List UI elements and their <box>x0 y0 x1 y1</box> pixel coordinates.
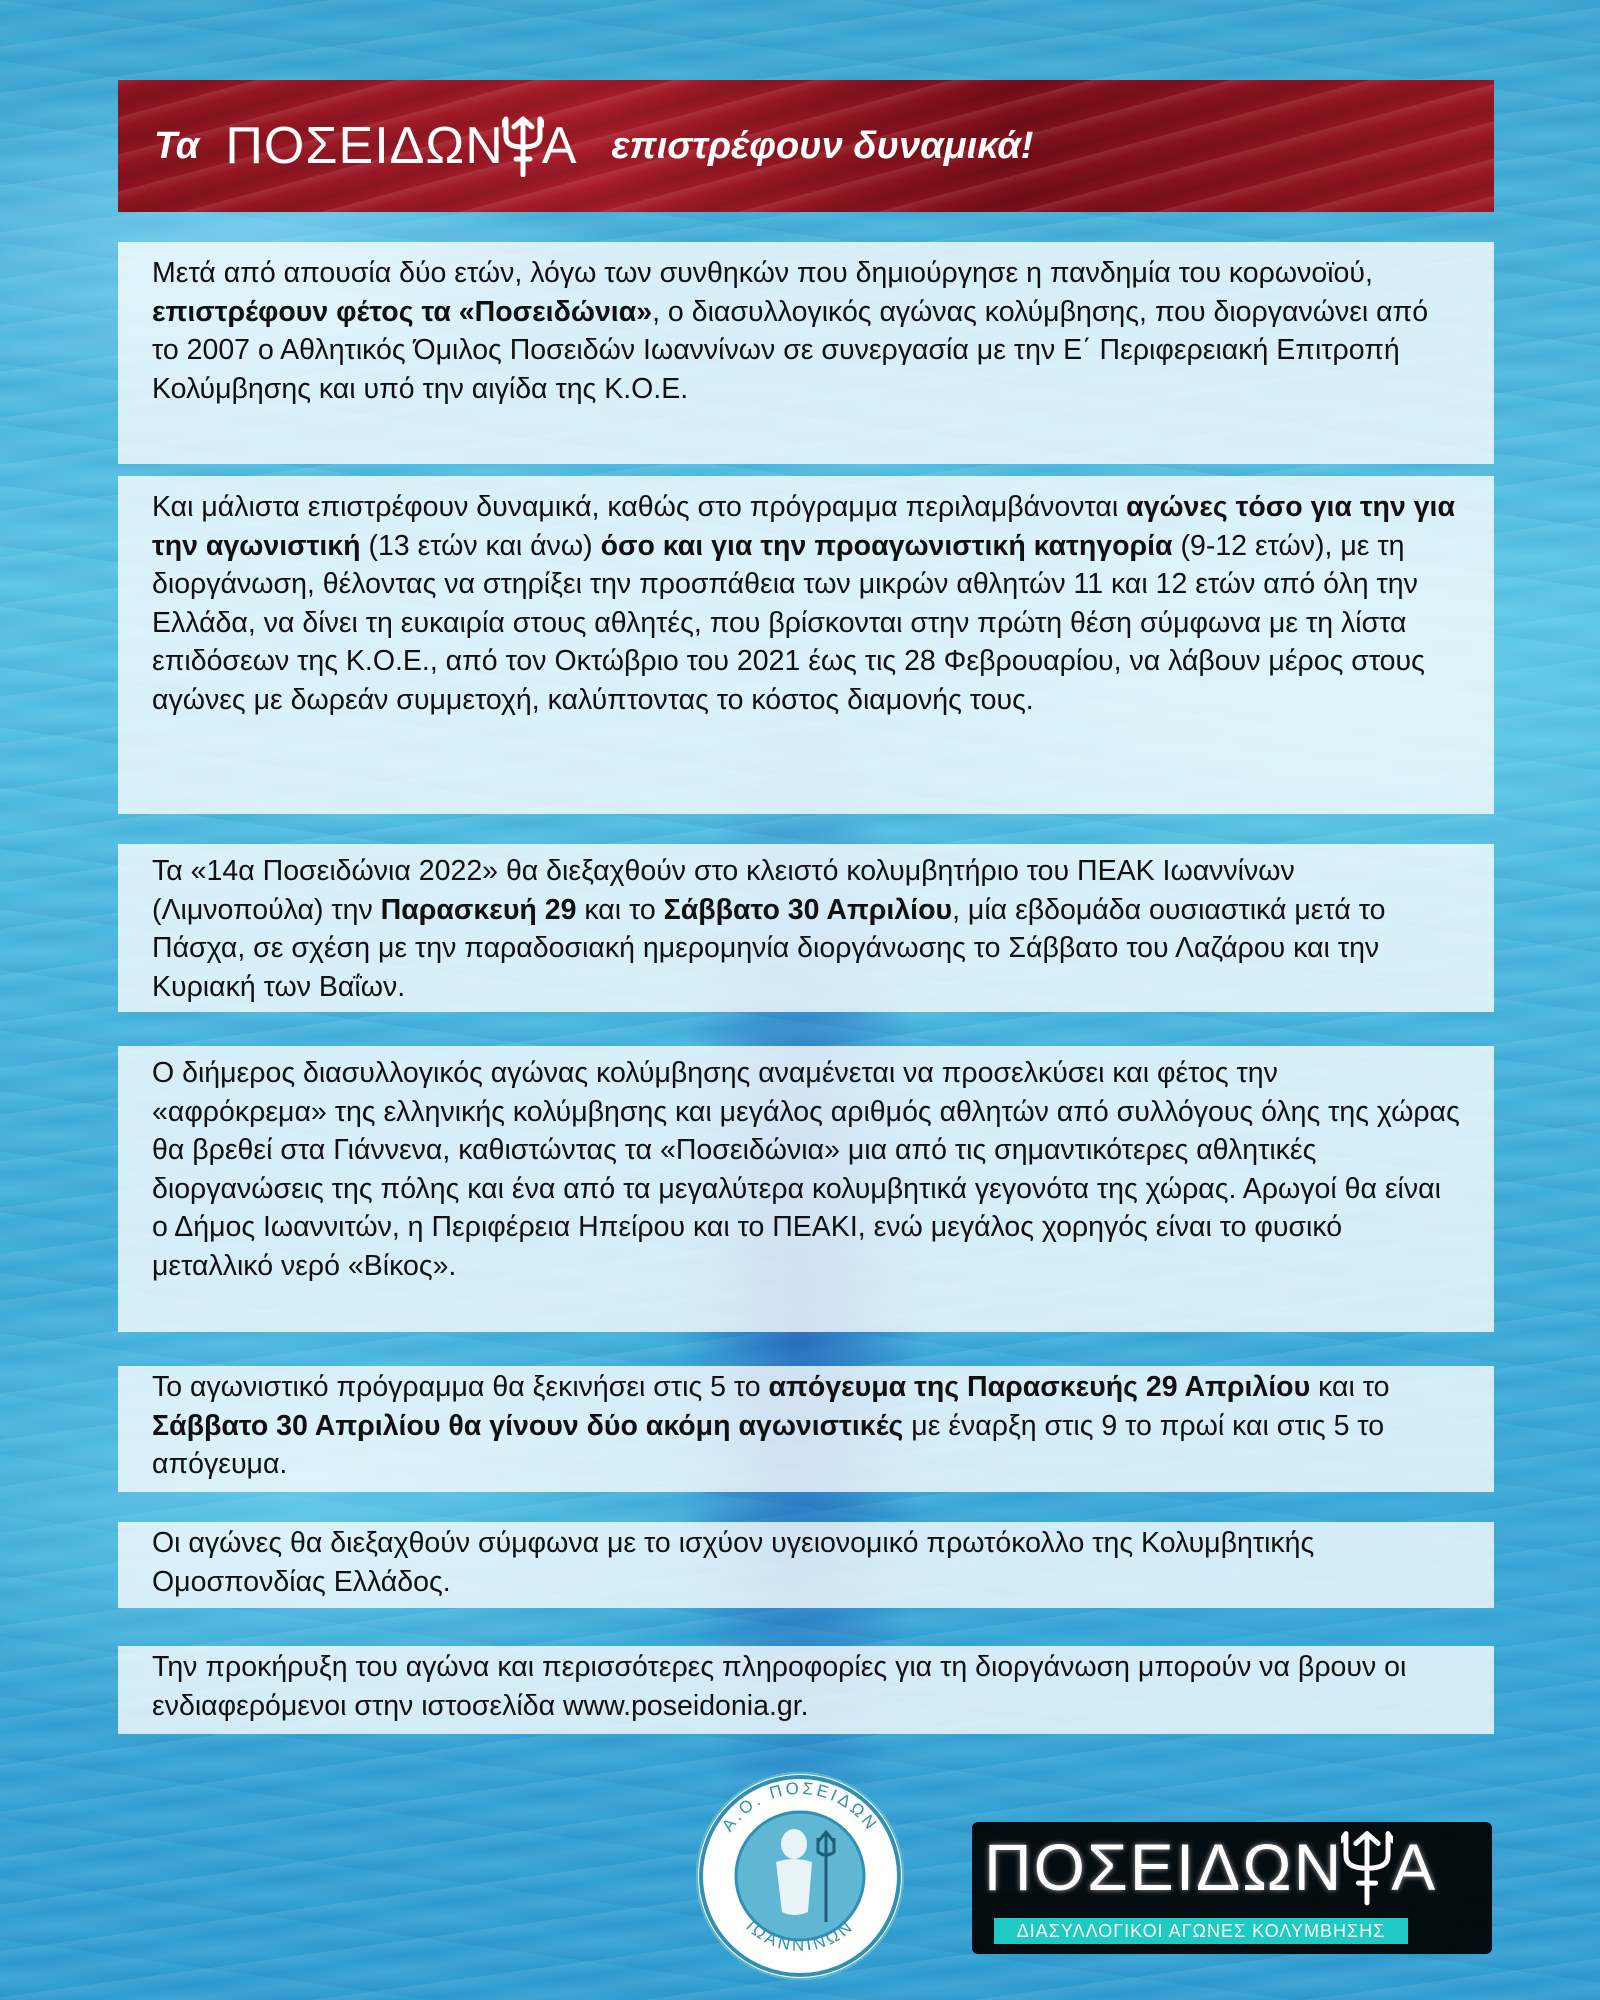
bold-span: όσο και για την προαγωνιστική κατηγορία <box>600 529 1173 562</box>
paragraph-text <box>152 852 1460 1006</box>
poseidonia-logo <box>972 1822 1492 1954</box>
text-span: , μία εβδομάδα ουσιαστικά μετά το Πάσχα, σε σχέση με την παραδοσιακή ημερομηνία διοργάνωσης το Σάββατο του Λαζάρου και την Κυριακή των Βαΐων. <box>152 893 1386 1003</box>
trident-icon <box>1341 1826 1393 1908</box>
paragraph-text: Την προκήρυξη του αγώνα και περισσότερες πληροφορίες για τη διοργάνωση μπορούν να βρουν οι ενδιαφερόμενοι στην ιστοσελίδα www.poseidonia.gr. <box>152 1651 1407 1722</box>
text-span: με έναρξη στις 9 το πρωί και στις 5 το απόγευμα. <box>152 1409 1385 1480</box>
text-span: Μετά από απουσία δύο ετών, λόγω των συνθηκών που δημιούργησε η πανδημία του κορωνοϊού, <box>152 257 1373 289</box>
title-suffix: επιστρέφουν δυναμικά! <box>611 124 1034 167</box>
title-prefix: Τα <box>154 124 200 167</box>
paragraph-schedule <box>118 1366 1494 1492</box>
paragraph-expectations <box>118 1046 1494 1332</box>
bold-span: Παρασκευή 29 <box>380 893 577 926</box>
paragraph-text <box>152 254 1460 408</box>
bold-span: Σάββατο 30 Απριλίου θα γίνουν δύο ακόμη αγωνιστικές <box>152 1409 904 1442</box>
paragraph-text: Οι αγώνες θα διεξαχθούν σύμφωνα με το ισχύον υγειονομικό πρωτόκολλο της Κολυμβητικής Ομοσπονδίας Ελλάδος. <box>152 1527 1315 1598</box>
title-brand-end: Α <box>541 117 578 175</box>
paragraph-text: Ο διήμερος διασυλλογικός αγώνας κολύμβησης αναμένεται να προσελκύσει και φέτος την «αφρόκρεμα» της ελληνικής κολύμβησης και μεγάλος αριθμός αθλητών από συλλόγους όλης της χώρας θα βρεθεί στα Γιάννενα, καθιστώντας τα «Ποσειδώνια» μια από τις σημαντικότερες αθλητικές διοργανώσεις της πόλης και ένα από τα μεγαλύτερα κολυμβητικά γεγονότα της χώρας. Αρωγοί θα είναι ο Δήμος Ιωαννιτών, η Περιφέρεια Ηπείρου και το ΠΕΑΚΙ, ενώ μεγάλος χορηγός είναι το φυσικό μεταλλικό νερό «Βίκος». <box>152 1057 1460 1282</box>
paragraph-venue-dates <box>118 844 1494 1012</box>
logo-word-end: Α <box>1391 1830 1438 1904</box>
bold-span: επιστρέφουν φέτος τα «Ποσειδώνια» <box>152 295 653 328</box>
paragraph-intro <box>118 242 1494 464</box>
trident-icon <box>502 115 544 177</box>
bold-span: απόγευμα της Παρασκευής 29 Απριλίου <box>768 1371 1311 1403</box>
text-span: Και μάλιστα επιστρέφουν δυναμικά, καθώς στο πρόγραμμα περιλαμβάνονται <box>152 491 1127 523</box>
logo-wordmark <box>984 1826 1437 1908</box>
title-banner <box>118 80 1494 212</box>
paragraph-text <box>152 488 1460 719</box>
text-span: και το <box>1310 1371 1390 1403</box>
club-seal-logo <box>696 1772 904 1980</box>
club-seal-graphic <box>696 1772 904 1980</box>
text-span: και το <box>576 893 664 926</box>
paragraph-categories <box>118 476 1494 814</box>
paragraph-protocol <box>118 1522 1494 1608</box>
text-span: (9-12 ετών), με τη διοργάνωση, θέλοντας να στηρίξει την προσπάθεια των μικρών αθλητών 11 και 12 ετών από όλη την Ελλάδα, να δίνει τη ευκαιρία στους αθλητές, που βρίσκονται στην πρώτη θέση σύμφωνα με τη λίστα επιδόσεων της Κ.Ο.Ε., από τον Οκτώβριο του 2021 έως τις 28 Φεβρουαρίου, να λάβουν μέρος στους αγώνες με δωρεάν συμμετοχή, καλύπτοντας το κόστος διαμονής τους. <box>152 529 1425 716</box>
text-span: (13 ετών και άνω) <box>360 529 601 562</box>
text-span: , ο διασυλλογικός αγώνας κολύμβησης, που διοργανώνει από το 2007 ο Αθλητικός Όμιλος Ποσειδών Ιωαννίνων σε συνεργασία με την Ε΄ Περιφερειακή Επιτροπή Κολύμβησης και υπό την αιγίδα της Κ.Ο.Ε. <box>152 295 1429 405</box>
club-seal-bottom-text: ΙΩΑΝΝΙΝΩΝ <box>742 1916 858 1955</box>
title-brand-text: ΠΟΣΕΙΔΩΝ <box>225 117 504 175</box>
text-span: Το αγωνιστικό πρόγραμμα θα ξεκινήσει στις 5 το <box>152 1371 769 1403</box>
paragraph-text <box>152 1368 1460 1484</box>
bold-span: αγώνες τόσο για την για την αγωνιστική <box>152 491 1455 562</box>
title-brand <box>225 115 577 177</box>
logo-word-text: ΠΟΣΕΙΔΩΝ <box>984 1830 1344 1904</box>
bold-span: Σάββατο 30 Απριλίου <box>663 893 953 926</box>
logo-tagline: ΔΙΑΣΥΛΛΟΓΙΚΟΙ ΑΓΩΝΕΣ ΚΟΛΥΜΒΗΣΗΣ <box>994 1918 1408 1944</box>
club-seal-top-text: Α.Ο. ΠΟΣΕΙΔΩΝ <box>718 1778 882 1835</box>
paragraph-website <box>118 1646 1494 1734</box>
text-span: Τα «14α Ποσειδώνια 2022» θα διεξαχθούν στο κλειστό κολυμβητήριο του ΠΕΑΚ Ιωαννίνων (Λιμνοπούλα) την <box>152 855 1295 926</box>
